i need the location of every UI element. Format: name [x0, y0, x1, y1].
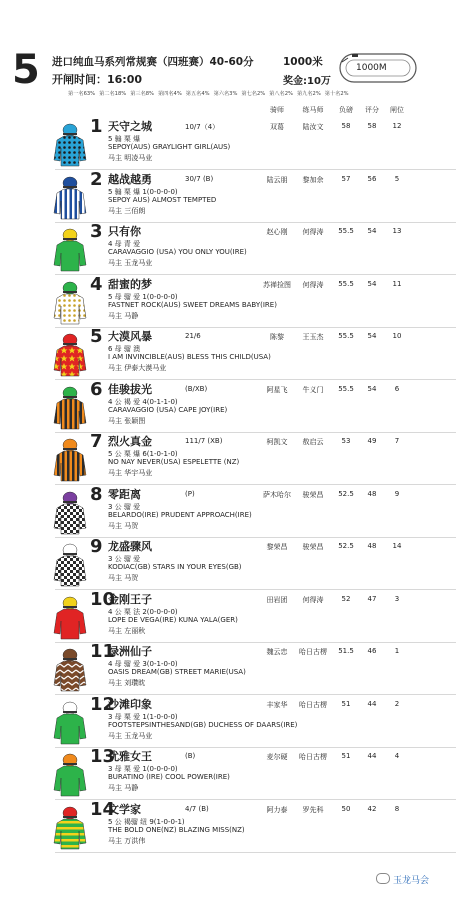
horse-owner: 马主 明凌马业: [108, 154, 153, 162]
horse-rating: 46: [367, 647, 377, 655]
jockey-name: 陆云朋: [266, 175, 288, 184]
horse-name: 佳骏拔光: [108, 382, 152, 396]
horse-name: 优雅女王: [108, 750, 152, 763]
prize-split-item: 第五名4%: [185, 91, 210, 97]
runner-number: 13: [90, 746, 116, 767]
trainer-name: 黎加余: [302, 175, 324, 184]
runner-number: 9: [90, 536, 103, 557]
horse-pedigree: SEPOY AUS) ALMOST TEMPTED: [108, 195, 217, 204]
race-distance: 1000米: [283, 56, 323, 68]
horse-owner: 马主 万洪伟: [108, 836, 146, 845]
watermark-text: 玉龙马会: [393, 876, 430, 886]
trainer-name: 哈日古楞: [299, 700, 327, 709]
jockey-name: 麦尔硬: [266, 753, 288, 761]
jockey-name: 丰家华: [266, 700, 288, 709]
horse-owner: 马主 马贺: [108, 574, 139, 582]
trainer-name: 何得涛: [302, 280, 324, 289]
horse-details: 5 公 褐骝 纽 9(1-0-0-1): [108, 817, 185, 826]
runner-row: [0, 798, 464, 853]
horse-name: 大漠风暴: [108, 330, 152, 343]
horse-details: 3 公 骝 爱: [108, 502, 141, 511]
jockey-name: 萨木哈尔: [263, 490, 291, 499]
runner-number: 4: [90, 273, 103, 295]
horse-owner: 马主 左丽秋: [108, 626, 146, 635]
barrier-draw: 7: [394, 437, 400, 445]
jockey-silks-icon: [52, 540, 88, 588]
jockey-silks-icon: [52, 488, 88, 536]
column-trainer: 练马师: [302, 106, 324, 114]
horse-owner: 马主 刘瓚眈: [108, 679, 146, 687]
horse-details: 6 母 骝 澳: [108, 345, 141, 353]
horse-owner: 马主 马静: [108, 311, 139, 320]
prize-split-item: 第四名4%: [157, 91, 182, 97]
jockey-name: 黎荣昌: [266, 543, 288, 551]
barrier-draw: 3: [394, 594, 400, 603]
row-divider: [55, 852, 456, 853]
carried-weight: 52.5: [338, 542, 354, 550]
runner-number: 1: [90, 116, 103, 137]
barrier-draw: 8: [394, 804, 400, 813]
horse-rating: 54: [367, 227, 377, 235]
horse-rating: 48: [367, 489, 377, 498]
horse-owner: 马主 伊泰大漠马业: [108, 364, 167, 372]
horse-details: 5 骟 栗 爆: [108, 135, 141, 143]
runner-row: [0, 588, 464, 643]
horse-owner: 马主 马静: [108, 784, 139, 792]
horse-owner: 马主 玉龙马业: [108, 259, 153, 267]
jockey-silks-icon: [52, 593, 88, 641]
horse-pedigree: LOPE DE VEGA(IRE) KUNA YALA(GER): [108, 615, 238, 624]
trainer-name: 陆汝文: [302, 123, 324, 131]
jockey-name: 双葛: [270, 123, 284, 131]
horse-form: 111/7 (XB): [185, 437, 223, 445]
trainer-name: 何得涛: [302, 228, 324, 236]
runner-number: 12: [90, 693, 116, 715]
jockey-silks-icon: [52, 383, 88, 431]
runner-row: [0, 378, 464, 433]
jockey-silks-icon: [52, 278, 88, 326]
runner-number: 14: [90, 798, 116, 820]
horse-name: 只有你: [108, 225, 141, 238]
runner-number: 5: [90, 326, 103, 347]
jockey-silks-icon: [52, 225, 88, 273]
column-barrier: 闸位: [390, 106, 404, 114]
horse-pedigree: CARAVAGGIO (USA) CAPE JOY(IRE): [108, 405, 228, 414]
horse-form: 4/7 (B): [185, 804, 209, 813]
runner-row: [0, 118, 464, 170]
runner-row: [0, 693, 464, 748]
barrier-draw: 10: [392, 332, 402, 340]
prize-split-item: 第九名2%: [296, 91, 321, 97]
horse-rating: 48: [367, 542, 377, 550]
jockey-name: 魏云忠: [266, 648, 288, 656]
carried-weight: 50: [341, 804, 351, 813]
horse-form: 30/7 (B): [185, 174, 214, 183]
barrier-draw: 2: [394, 699, 400, 708]
prize-split-item: 第二名18%: [99, 91, 127, 97]
carried-weight: 52.5: [338, 489, 354, 498]
trainer-name: 骏荣昌: [302, 543, 324, 551]
runner-row: [0, 538, 464, 590]
horse-rating: 54: [367, 384, 377, 393]
barrier-draw: 11: [392, 279, 402, 288]
watermark: [376, 873, 429, 886]
horse-rating: 42: [367, 804, 377, 813]
horse-details: 4 母 骝 爱 3(0-1-0-0): [108, 660, 178, 668]
carried-weight: 53: [341, 437, 351, 445]
carried-weight: 57: [341, 174, 351, 183]
horse-pedigree: I AM INVINCIBLE(AUS) BLESS THIS CHILD(USA): [108, 353, 271, 361]
jockey-name: 陈黎: [270, 333, 284, 341]
horse-rating: 56: [367, 174, 377, 183]
race-number: 5: [12, 47, 40, 93]
prize-split-item: 第八名2%: [269, 91, 293, 97]
horse-pedigree: OASIS DREAM(GB) STREET MARIE(USA): [108, 668, 246, 676]
barrier-draw: 5: [394, 174, 400, 183]
horse-rating: 54: [367, 279, 377, 288]
horse-owner: 马主 张颖图: [108, 416, 146, 425]
horse-details: 5 公 栗 爆 6(1-0-1-0): [108, 450, 178, 458]
horse-name: 文学家: [108, 802, 141, 816]
runner-number: 11: [90, 641, 116, 662]
barrier-draw: 4: [394, 752, 400, 760]
horse-details: 3 母 栗 爱 1(1-0-0-0): [108, 712, 178, 721]
horse-details: 3 母 栗 爱 1(0-0-0-0): [108, 765, 178, 773]
carried-weight: 58: [341, 122, 351, 130]
runner-number: 10: [90, 588, 116, 610]
race-header: [0, 0, 464, 118]
prize-split-item: 第一名63%: [68, 91, 96, 97]
trainer-name: 何得涛: [302, 595, 324, 604]
horse-name: 龙盛骤风: [108, 540, 152, 553]
horse-rating: 47: [367, 594, 377, 603]
horse-owner: 马主 玉龙马业: [108, 731, 153, 740]
horse-details: 5 母 骝 爱 1(0-0-0-0): [108, 292, 178, 301]
runner-number: 6: [90, 378, 103, 400]
horse-pedigree: BELARDO(IRE) PRUDENT APPROACH(IRE): [108, 510, 252, 519]
wechat-icon: [376, 873, 390, 884]
prize-split-row: [68, 90, 458, 97]
column-weight: 负磅: [339, 106, 353, 114]
jockey-name: 赵心刚: [266, 228, 288, 236]
carried-weight: 51: [341, 752, 351, 760]
barrier-draw: 14: [392, 542, 402, 550]
jockey-name: 柯凯文: [266, 438, 288, 446]
jockey-silks-icon: [52, 120, 88, 168]
jockey-silks-icon: [52, 330, 88, 378]
horse-form: (B/XB): [185, 384, 208, 393]
jockey-silks-icon: [52, 435, 88, 483]
trainer-name: 哈日古楞: [299, 753, 327, 761]
race-title: 进口纯血马系列常规赛（四班赛）40-60分: [52, 56, 254, 68]
track-distance-label: 1000M: [356, 63, 387, 73]
runner-row: [0, 328, 464, 380]
horse-name: 金刚王子: [108, 592, 152, 606]
trainer-name: 王玉杰: [302, 333, 324, 341]
barrier-draw: 13: [392, 227, 402, 235]
jockey-silks-icon: [52, 803, 88, 851]
runner-row: [0, 273, 464, 328]
horse-pedigree: CARAVAGGIO (USA) YOU ONLY YOU(IRE): [108, 248, 247, 256]
carried-weight: 51.5: [338, 647, 354, 655]
horse-details: 4 公 褐 爱 4(0-1-1-0): [108, 397, 178, 406]
trainer-name: 哈日古楞: [299, 648, 327, 656]
horse-name: 甜蜜的梦: [108, 277, 152, 291]
runner-row: [0, 748, 464, 800]
column-rating: 评分: [365, 106, 379, 114]
horse-form: 21/6: [185, 332, 201, 340]
trainer-name: 牛义门: [302, 385, 324, 394]
carried-weight: 55.5: [338, 332, 354, 340]
jockey-silks-icon: [52, 750, 88, 798]
column-jockey: 骑师: [270, 106, 284, 114]
runner-row: [0, 168, 464, 223]
horse-owner: 马主 华宇马业: [108, 469, 153, 477]
runner-row: [0, 643, 464, 695]
horse-owner: 马主 三佰朗: [108, 206, 146, 215]
trainer-name: 敖启云: [302, 438, 324, 446]
horse-details: 4 母 青 爱: [108, 240, 141, 248]
prize-split-item: 第三名8%: [130, 91, 154, 97]
barrier-draw: 1: [394, 647, 400, 655]
trainer-name: 骏荣昌: [302, 490, 324, 499]
carried-weight: 55.5: [338, 279, 354, 288]
horse-pedigree: FOOTSTEPSINTHESAND(GB) DUCHESS OF DAARS(IRE): [108, 720, 298, 729]
runner-row: [0, 483, 464, 538]
horse-pedigree: BURATINO (IRE) COOL POWER(IRE): [108, 773, 230, 781]
runner-number: 2: [90, 168, 103, 190]
horse-name: 天守之城: [108, 120, 152, 133]
start-time: 开闸时间：16:00: [52, 73, 143, 86]
horse-pedigree: SEPOY(AUS) GRAYLIGHT GIRL(AUS): [108, 143, 231, 151]
barrier-draw: 12: [392, 122, 402, 130]
horse-pedigree: NO NAY NEVER(USA) ESPELETTE (NZ): [108, 458, 240, 466]
barrier-draw: 6: [394, 384, 400, 393]
prize-split-item: 第六名3%: [213, 91, 238, 97]
horse-rating: 58: [367, 122, 377, 130]
horse-name: 烈火真金: [108, 435, 152, 448]
horse-details: 3 公 骝 爱: [108, 555, 141, 563]
horse-rating: 54: [367, 332, 377, 340]
carried-weight: 55.5: [338, 227, 354, 235]
jockey-name: 田岩团: [266, 595, 288, 604]
horse-name: 零距离: [108, 487, 141, 501]
prize-split-item: 第七名2%: [241, 91, 266, 97]
jockey-silks-icon: [52, 645, 88, 693]
prize-split-item: 第十名2%: [324, 91, 349, 97]
horse-form: (P): [185, 489, 195, 498]
horse-details: 5 骟 栗 爆 1(0-0-0-0): [108, 187, 178, 196]
jockey-name: 苏禅捡图: [263, 280, 291, 289]
horse-pedigree: FASTNET ROCK(AUS) SWEET DREAMS BABY(IRE): [108, 300, 277, 309]
carried-weight: 55.5: [338, 384, 354, 393]
runner-number: 3: [90, 221, 103, 242]
trainer-name: 罗先科: [302, 805, 324, 814]
jockey-silks-icon: [52, 698, 88, 746]
horse-details: 4 公 栗 法 2(0-0-0-0): [108, 607, 178, 616]
jockey-name: 阿星飞: [266, 385, 288, 394]
runner-number: 7: [90, 431, 103, 452]
runner-row: [0, 223, 464, 275]
horse-owner: 马主 马贺: [108, 521, 139, 530]
horse-form: 10/7（4）: [185, 123, 220, 131]
barrier-draw: 9: [394, 489, 400, 498]
runner-row: [0, 433, 464, 485]
carried-weight: 51: [341, 699, 351, 708]
jockey-name: 阿力泰: [266, 805, 288, 814]
horse-pedigree: THE BOLD ONE(NZ) BLAZING MISS(NZ): [108, 825, 245, 834]
horse-rating: 44: [367, 752, 377, 760]
runner-number: 8: [90, 483, 103, 505]
horse-rating: 49: [367, 437, 377, 445]
prize-money: 奖金:10万: [283, 76, 331, 87]
carried-weight: 52: [341, 594, 351, 603]
horse-name: 沙滩印象: [108, 697, 152, 711]
horse-name: 绿洲仙子: [108, 645, 152, 658]
horse-pedigree: KODIAC(GB) STARS IN YOUR EYES(GB): [108, 563, 242, 571]
horse-name: 越战越勇: [108, 172, 152, 186]
horse-form: (B): [185, 752, 196, 760]
horse-rating: 44: [367, 699, 377, 708]
jockey-silks-icon: [52, 173, 88, 221]
